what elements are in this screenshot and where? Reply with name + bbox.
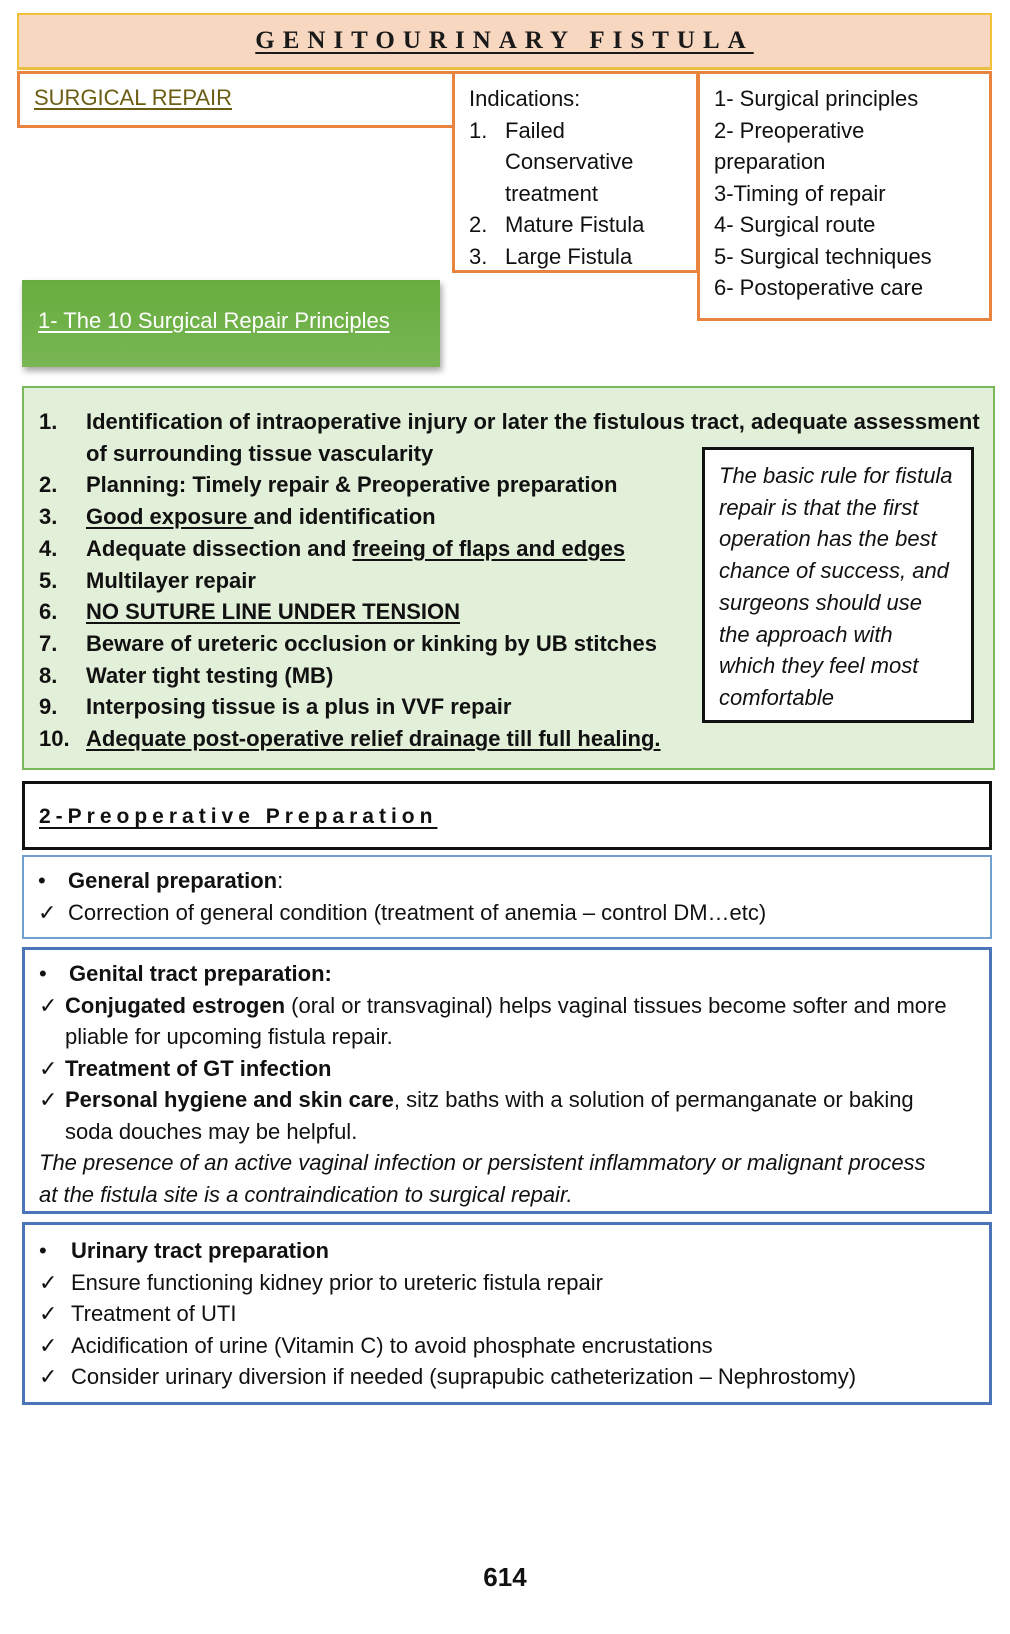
urinary-tract-preparation-box bbox=[22, 1222, 992, 1405]
indication-item: 3. Large Fistula bbox=[469, 243, 633, 269]
callout-line: surgeons should use bbox=[719, 589, 923, 615]
topic-item: 2- Preoperative bbox=[714, 117, 865, 143]
genital-tract-preparation-box bbox=[22, 947, 992, 1214]
checkmark-icon: ✓ bbox=[39, 1332, 58, 1358]
principle-item: 10. Adequate post-operative relief drainage till full healing. bbox=[39, 726, 661, 752]
checkmark-icon: ✓ bbox=[39, 1364, 58, 1389]
general-prep-item: ✓ Correction of general condition (treatment of anemia – control DM…etc) bbox=[38, 897, 990, 929]
principle-item: 3. Good exposure and identification bbox=[39, 504, 436, 530]
bullet-icon: • bbox=[39, 1238, 47, 1263]
genital-prep-item: ✓ Conjugated estrogen (oral or transvaginal) helps vaginal tissues become softer and more bbox=[39, 990, 989, 1022]
page-number: 614 bbox=[483, 1562, 527, 1592]
title-banner bbox=[17, 13, 992, 70]
topic-item: 4- Surgical route bbox=[714, 212, 876, 237]
checkmark-icon: ✓ bbox=[39, 1269, 58, 1295]
principle-item: 8. Water tight testing (MB) bbox=[39, 662, 334, 688]
callout-line: repair is that the first bbox=[719, 494, 919, 520]
checkmark-icon: ✓ bbox=[38, 899, 57, 925]
indication-item-cont: treatment bbox=[505, 180, 598, 206]
surgical-repair-label: SURGICAL REPAIR bbox=[34, 85, 233, 110]
bullet-icon: • bbox=[39, 961, 47, 986]
general-prep-heading-row: • General preparation: bbox=[38, 865, 990, 897]
surgical-repair-box bbox=[17, 71, 455, 128]
principle-item: 5. Multilayer repair bbox=[39, 567, 256, 593]
urinary-prep-heading: Urinary tract preparation bbox=[71, 1238, 329, 1263]
indication-item-cont: Conservative bbox=[505, 149, 634, 174]
genital-prep-item: ✓ Treatment of GT infection bbox=[39, 1053, 989, 1085]
page-title: GENITOURINARY FISTULA bbox=[255, 27, 754, 54]
checkmark-icon: ✓ bbox=[39, 1087, 58, 1112]
checkmark-icon: ✓ bbox=[39, 1055, 58, 1081]
callout-line: chance of success, and bbox=[719, 558, 949, 584]
urinary-prep-heading-row bbox=[39, 1235, 989, 1267]
checkmark-icon: ✓ bbox=[39, 992, 58, 1018]
general-preparation-box bbox=[22, 855, 992, 939]
genital-prep-heading: Genital tract preparation: bbox=[69, 961, 332, 986]
urinary-prep-item: ✓ Ensure functioning kidney prior to ureteric fistula repair bbox=[39, 1267, 989, 1299]
topic-item: 6- Postoperative care bbox=[714, 275, 924, 300]
contraindication-note: The presence of an active vaginal infection or persistent inflammatory or malignant process bbox=[39, 1150, 926, 1175]
principle-item: 4. Adequate dissection and freeing of flaps and edges bbox=[39, 535, 626, 561]
basic-rule-callout bbox=[702, 447, 974, 723]
preop-heading-box bbox=[22, 781, 992, 850]
callout-line: operation has the best bbox=[719, 526, 937, 552]
urinary-prep-item: ✓ Acidification of urine (Vitamin C) to avoid phosphate encrustations bbox=[39, 1330, 989, 1362]
preop-heading: 2-Preoperative Preparation bbox=[39, 805, 438, 828]
topic-item: 1- Surgical principles bbox=[714, 86, 919, 111]
principle-item: 9. Interposing tissue is a plus in VVF repair bbox=[39, 694, 512, 720]
genital-prep-heading-row bbox=[39, 958, 989, 990]
contraindication-note-cont: at the fistula site is a contraindication to surgical repair. bbox=[39, 1181, 573, 1207]
urinary-prep-item: ✓ Treatment of UTI bbox=[39, 1298, 989, 1330]
principle-item: 1. Identification of intraoperative injury or later the fistulous tract, adequate assessment bbox=[39, 409, 980, 434]
topic-item: 3-Timing of repair bbox=[714, 180, 886, 206]
callout-line: which they feel most bbox=[719, 653, 919, 679]
topic-item: 5- Surgical techniques bbox=[714, 243, 932, 269]
urinary-prep-item: ✓ Consider urinary diversion if needed (suprapubic catheterization – Nephrostomy) bbox=[39, 1361, 989, 1393]
indications-heading: Indications: bbox=[469, 86, 581, 111]
general-prep-heading: General preparation bbox=[68, 868, 278, 893]
callout-line: the approach with bbox=[719, 621, 893, 647]
genital-prep-item-cont: soda douches may be helpful. bbox=[65, 1118, 358, 1144]
topics-box bbox=[697, 71, 992, 321]
genital-prep-item: ✓ Personal hygiene and skin care, sitz baths with a solution of permanganate or baking bbox=[39, 1084, 989, 1116]
principles-heading-box bbox=[22, 280, 440, 367]
indication-item: 2. Mature Fistula bbox=[469, 212, 645, 237]
callout-line: comfortable bbox=[719, 684, 834, 710]
checkmark-icon: ✓ bbox=[39, 1301, 58, 1326]
indications-box bbox=[452, 71, 699, 273]
genital-prep-item-cont: pliable for upcoming fistula repair. bbox=[65, 1024, 393, 1049]
callout-line: The basic rule for fistula bbox=[719, 463, 953, 488]
principle-item: 7. Beware of ureteric occlusion or kinking by UB stitches bbox=[39, 630, 657, 656]
topic-item: preparation bbox=[714, 149, 826, 174]
principle-item: 6. NO SUTURE LINE UNDER TENSION bbox=[39, 599, 461, 625]
principle-item-cont: of surrounding tissue vascularity bbox=[86, 440, 434, 466]
indication-item: 1. Failed bbox=[469, 117, 565, 143]
bullet-icon: • bbox=[38, 868, 46, 893]
principle-item: 2. Planning: Timely repair & Preoperative preparation bbox=[39, 472, 618, 498]
principles-heading: 1- The 10 Surgical Repair Principles bbox=[38, 308, 390, 333]
